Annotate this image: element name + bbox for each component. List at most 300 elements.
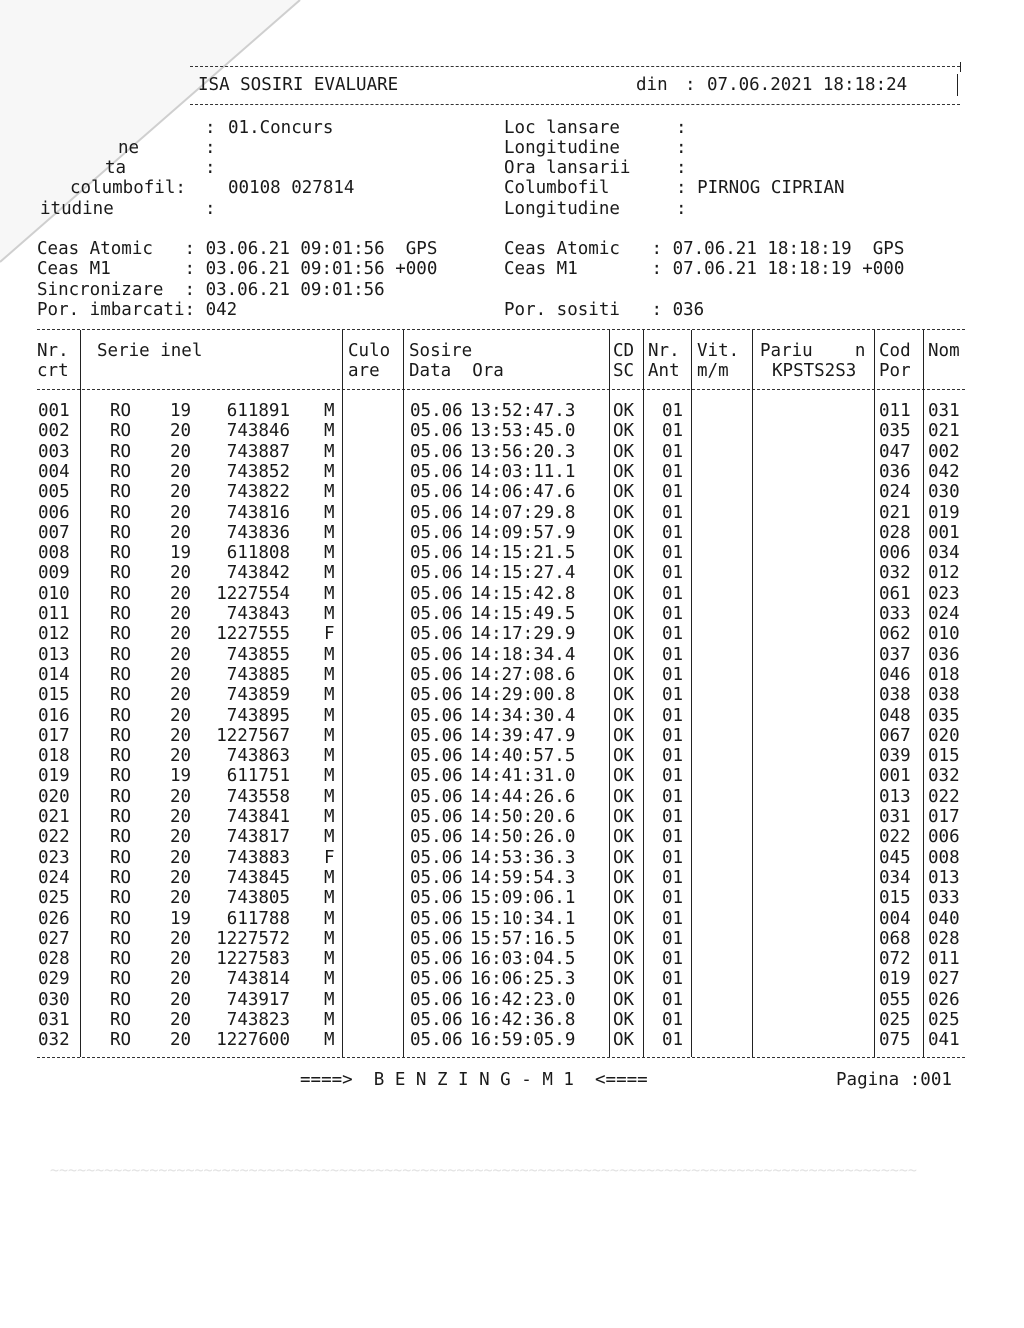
cell-cd: OK — [613, 867, 635, 888]
info-left-2-value: : — [205, 138, 216, 158]
cell-an: 19 — [170, 543, 192, 564]
col-header-cd-1: CD — [613, 341, 635, 361]
report-date-label: din — [636, 75, 668, 95]
col-sep-7 — [752, 330, 753, 1057]
cell-tara: RO — [110, 908, 132, 929]
cell-an: 20 — [170, 847, 192, 868]
cell-inel: 743855 — [226, 644, 290, 665]
cell-sex: M — [324, 604, 335, 624]
col-header-nrant-1: Nr. — [648, 341, 680, 361]
cell-ant: 01 — [662, 888, 684, 909]
cell-cod: 038 — [879, 685, 911, 706]
cell-an: 20 — [170, 685, 192, 706]
cell-ant: 01 — [662, 1030, 684, 1051]
cell-sex: F — [324, 624, 335, 645]
cell-sex: M — [324, 401, 335, 421]
cell-data: 05.06 — [410, 401, 463, 421]
cell-cod: 048 — [879, 705, 911, 726]
info-left-2-label: ne — [118, 138, 140, 158]
cell-tara: RO — [110, 847, 132, 868]
cell-cd: OK — [613, 888, 635, 909]
cell-tara: RO — [110, 807, 132, 827]
cell-ant: 01 — [662, 908, 684, 929]
cell-data: 05.06 — [410, 786, 463, 807]
cell-an: 20 — [170, 583, 192, 604]
cell-an: 20 — [170, 482, 192, 503]
cell-nom: 035 — [928, 705, 960, 726]
cell-cod: 019 — [879, 969, 911, 990]
cell-ant: 01 — [662, 949, 684, 970]
bleed-through-text: ~~~~~~~~~~~~~~~~~~~~~~~~~~~~~~~~~~~~~~~~~~~~~~~~~~~~~~~~~~~~~~~~~~~~~~~~~~~~~~~~~~~~~~~~~~~~~~~~ — [50, 1161, 917, 1179]
cell-nom: 025 — [928, 1010, 960, 1030]
cell-cod: 032 — [879, 563, 911, 584]
cell-cd: OK — [613, 441, 635, 462]
cell-an: 20 — [170, 928, 192, 949]
cell-ant: 01 — [662, 644, 684, 665]
col-sep-8 — [874, 330, 875, 1057]
cell-sex: M — [324, 563, 335, 584]
cell-cd: OK — [613, 746, 635, 767]
cell-ant: 01 — [662, 746, 684, 767]
cell-inel: 743805 — [226, 888, 290, 909]
cell-sex: M — [324, 827, 335, 848]
cell-ant: 01 — [662, 664, 684, 685]
cell-ant: 01 — [662, 1010, 684, 1030]
cell-data: 05.06 — [410, 522, 463, 543]
cell-data: 05.06 — [410, 847, 463, 868]
cell-tara: RO — [110, 1010, 132, 1030]
cell-sex: M — [324, 949, 335, 970]
cell-nom: 023 — [928, 583, 960, 604]
cell-inel: 743817 — [226, 827, 290, 848]
cell-ant: 01 — [662, 401, 684, 421]
cell-an: 20 — [170, 421, 192, 442]
cell-data: 05.06 — [410, 989, 463, 1010]
cell-ora: 14:50:20.6 — [470, 807, 576, 827]
cell-data: 05.06 — [410, 766, 463, 787]
cell-ant: 01 — [662, 705, 684, 726]
info-right-4-value: : PIRNOG CIPRIAN — [676, 178, 845, 198]
col-header-sosire-2: Data Ora — [409, 361, 504, 381]
cell-an: 20 — [170, 664, 192, 685]
cell-nom: 012 — [928, 563, 960, 584]
report-date-colon: : — [685, 75, 696, 95]
cell-nr: 032 — [38, 1030, 70, 1051]
info-right-2-label: Longitudine — [504, 138, 620, 158]
cell-inel: 611891 — [226, 401, 290, 421]
cell-cd: OK — [613, 401, 635, 421]
cell-nom: 006 — [928, 827, 960, 848]
cell-cod: 039 — [879, 746, 911, 767]
cell-tara: RO — [110, 543, 132, 564]
col-header-nr-2: crt — [37, 361, 69, 381]
cell-inel: 611808 — [226, 543, 290, 564]
cell-cd: OK — [613, 969, 635, 990]
cell-ora: 14:07:29.8 — [470, 502, 576, 523]
col-sep-5 — [643, 330, 644, 1057]
cell-cod: 004 — [879, 908, 911, 929]
cell-inel: 743852 — [226, 461, 290, 482]
cell-data: 05.06 — [410, 888, 463, 909]
clock-right-1: Ceas Atomic : 07.06.21 18:18:19 GPS — [504, 239, 905, 259]
cell-data: 05.06 — [410, 1030, 463, 1051]
cell-an: 20 — [170, 867, 192, 888]
cell-ant: 01 — [662, 461, 684, 482]
cell-nr: 020 — [38, 786, 70, 807]
cell-cd: OK — [613, 563, 635, 584]
cell-nom: 019 — [928, 502, 960, 523]
col-header-nom: Nom — [928, 341, 960, 361]
cell-ant: 01 — [662, 969, 684, 990]
cell-tara: RO — [110, 624, 132, 645]
cell-tara: RO — [110, 888, 132, 909]
table-bottom-rule — [37, 1057, 965, 1058]
cell-ant: 01 — [662, 867, 684, 888]
cell-nr: 007 — [38, 522, 70, 543]
cell-nr: 017 — [38, 725, 70, 746]
cell-sex: M — [324, 807, 335, 827]
cell-data: 05.06 — [410, 928, 463, 949]
col-header-nrant-2: Ant — [648, 361, 680, 381]
cell-ora: 14:44:26.6 — [470, 786, 576, 807]
cell-ora: 15:10:34.1 — [470, 908, 576, 929]
cell-cd: OK — [613, 908, 635, 929]
cell-ant: 01 — [662, 421, 684, 442]
cell-cod: 037 — [879, 644, 911, 665]
cell-inel: 1227555 — [216, 624, 290, 645]
cell-nr: 014 — [38, 664, 70, 685]
info-right-1-label: Loc lansare — [504, 118, 620, 138]
cell-ora: 14:03:11.1 — [470, 461, 576, 482]
cell-cod: 013 — [879, 786, 911, 807]
cell-nom: 024 — [928, 604, 960, 624]
cell-nr: 028 — [38, 949, 70, 970]
cell-ora: 14:39:47.9 — [470, 725, 576, 746]
cell-data: 05.06 — [410, 502, 463, 523]
cell-cod: 075 — [879, 1030, 911, 1051]
footer-page: Pagina :001 — [836, 1070, 952, 1090]
cell-tara: RO — [110, 827, 132, 848]
cell-nom: 010 — [928, 624, 960, 645]
cell-an: 20 — [170, 441, 192, 462]
cell-inel: 743845 — [226, 867, 290, 888]
cell-nom: 026 — [928, 989, 960, 1010]
cell-nom: 015 — [928, 746, 960, 767]
cell-sex: M — [324, 928, 335, 949]
cell-an: 19 — [170, 908, 192, 929]
cell-tara: RO — [110, 969, 132, 990]
cell-nr: 026 — [38, 908, 70, 929]
info-left-5-label: itudine — [40, 199, 114, 219]
cell-data: 05.06 — [410, 461, 463, 482]
cell-tara: RO — [110, 867, 132, 888]
cell-ora: 14:15:21.5 — [470, 543, 576, 564]
info-right-5-value: : — [676, 199, 687, 219]
cell-cd: OK — [613, 583, 635, 604]
cell-nom: 028 — [928, 928, 960, 949]
cell-nr: 022 — [38, 827, 70, 848]
col-header-vit-1: Vit. — [697, 341, 740, 361]
cell-cd: OK — [613, 482, 635, 503]
header-right-border — [957, 74, 958, 96]
cell-inel: 743823 — [226, 1010, 290, 1030]
cell-tara: RO — [110, 583, 132, 604]
cell-ant: 01 — [662, 624, 684, 645]
cell-an: 20 — [170, 563, 192, 584]
cell-cd: OK — [613, 725, 635, 746]
clock-left-3: Sincronizare : 03.06.21 09:01:56 — [37, 280, 385, 300]
cell-ora: 16:03:04.5 — [470, 949, 576, 970]
cell-nr: 012 — [38, 624, 70, 645]
cell-nom: 034 — [928, 543, 960, 564]
col-header-cod-2: Por — [879, 361, 911, 381]
cell-inel: 743883 — [226, 847, 290, 868]
cell-nom: 017 — [928, 807, 960, 827]
cell-an: 20 — [170, 522, 192, 543]
cell-tara: RO — [110, 401, 132, 421]
cell-sex: M — [324, 725, 335, 746]
table-header-rule — [37, 389, 965, 390]
info-left-3-label: ta — [105, 158, 127, 178]
cell-ant: 01 — [662, 583, 684, 604]
cell-inel: 1227554 — [216, 583, 290, 604]
cell-nom: 011 — [928, 949, 960, 970]
cell-cd: OK — [613, 421, 635, 442]
cell-nr: 029 — [38, 969, 70, 990]
cell-cod: 045 — [879, 847, 911, 868]
cell-an: 20 — [170, 644, 192, 665]
cell-inel: 743885 — [226, 664, 290, 685]
cell-cod: 035 — [879, 421, 911, 442]
cell-data: 05.06 — [410, 969, 463, 990]
clock-left-4: Por. imbarcati: 042 — [37, 300, 238, 320]
cell-an: 20 — [170, 989, 192, 1010]
cell-cod: 033 — [879, 604, 911, 624]
cell-ant: 01 — [662, 522, 684, 543]
cell-nr: 030 — [38, 989, 70, 1010]
cell-sex: M — [324, 867, 335, 888]
cell-nr: 019 — [38, 766, 70, 787]
cell-cd: OK — [613, 461, 635, 482]
cell-sex: M — [324, 421, 335, 442]
cell-cd: OK — [613, 624, 635, 645]
cell-data: 05.06 — [410, 867, 463, 888]
cell-sex: M — [324, 543, 335, 564]
cell-an: 20 — [170, 746, 192, 767]
cell-cod: 031 — [879, 807, 911, 827]
cell-data: 05.06 — [410, 705, 463, 726]
cell-nr: 005 — [38, 482, 70, 503]
cell-ant: 01 — [662, 847, 684, 868]
clock-left-2: Ceas M1 : 03.06.21 09:01:56 +000 — [37, 259, 438, 279]
cell-cd: OK — [613, 604, 635, 624]
cell-ora: 14:41:31.0 — [470, 766, 576, 787]
cell-nr: 027 — [38, 928, 70, 949]
cell-nr: 002 — [38, 421, 70, 442]
cell-nom: 042 — [928, 461, 960, 482]
cell-data: 05.06 — [410, 563, 463, 584]
cell-cod: 055 — [879, 989, 911, 1010]
cell-nom: 001 — [928, 522, 960, 543]
cell-tara: RO — [110, 664, 132, 685]
cell-nr: 021 — [38, 807, 70, 827]
cell-inel: 1227600 — [216, 1030, 290, 1051]
cell-nom: 013 — [928, 867, 960, 888]
cell-tara: RO — [110, 461, 132, 482]
cell-cd: OK — [613, 1010, 635, 1030]
col-header-serie: Serie inel — [97, 341, 203, 361]
cell-data: 05.06 — [410, 685, 463, 706]
cell-an: 19 — [170, 401, 192, 421]
cell-ora: 14:59:54.3 — [470, 867, 576, 888]
cell-nom: 002 — [928, 441, 960, 462]
cell-cd: OK — [613, 766, 635, 787]
cell-nom: 041 — [928, 1030, 960, 1051]
report-title: ISA SOSIRI EVALUARE — [198, 75, 399, 95]
cell-sex: M — [324, 766, 335, 787]
clock-right-2: Ceas M1 : 07.06.21 18:18:19 +000 — [504, 259, 905, 279]
cell-sex: M — [324, 502, 335, 523]
cell-cd: OK — [613, 847, 635, 868]
cell-tara: RO — [110, 644, 132, 665]
cell-data: 05.06 — [410, 604, 463, 624]
info-right-3-label: Ora lansarii — [504, 158, 631, 178]
cell-cod: 025 — [879, 1010, 911, 1030]
cell-sex: M — [324, 888, 335, 909]
info-right-2-value: : — [676, 138, 687, 158]
cell-ora: 14:18:34.4 — [470, 644, 576, 665]
cell-ora: 14:09:57.9 — [470, 522, 576, 543]
info-left-4-label: columbofil: — [70, 178, 186, 198]
cell-cod: 068 — [879, 928, 911, 949]
cell-cd: OK — [613, 928, 635, 949]
cell-inel: 743842 — [226, 563, 290, 584]
cell-ora: 15:57:16.5 — [470, 928, 576, 949]
cell-tara: RO — [110, 441, 132, 462]
cell-nr: 013 — [38, 644, 70, 665]
cell-an: 20 — [170, 705, 192, 726]
cell-inel: 743814 — [226, 969, 290, 990]
cell-data: 05.06 — [410, 807, 463, 827]
cell-cod: 067 — [879, 725, 911, 746]
cell-ant: 01 — [662, 482, 684, 503]
cell-nr: 003 — [38, 441, 70, 462]
cell-sex: F — [324, 847, 335, 868]
col-header-culoare-2: are — [348, 361, 380, 381]
info-right-1-value: : — [676, 118, 687, 138]
cell-nr: 018 — [38, 746, 70, 767]
cell-ora: 16:42:23.0 — [470, 989, 576, 1010]
col-header-culoare-1: Culo — [348, 341, 391, 361]
cell-nom: 022 — [928, 786, 960, 807]
cell-cd: OK — [613, 705, 635, 726]
cell-inel: 611788 — [226, 908, 290, 929]
cell-cod: 061 — [879, 583, 911, 604]
cell-tara: RO — [110, 746, 132, 767]
cell-data: 05.06 — [410, 746, 463, 767]
cell-ant: 01 — [662, 827, 684, 848]
cell-cod: 024 — [879, 482, 911, 503]
cell-ant: 01 — [662, 502, 684, 523]
cell-cd: OK — [613, 1030, 635, 1051]
report-date: 07.06.2021 18:18:24 — [707, 75, 908, 95]
cell-cd: OK — [613, 644, 635, 665]
cell-ora: 14:50:26.0 — [470, 827, 576, 848]
cell-cd: OK — [613, 543, 635, 564]
cell-nom: 031 — [928, 401, 960, 421]
cell-data: 05.06 — [410, 482, 463, 503]
cell-data: 05.06 — [410, 949, 463, 970]
cell-ora: 14:17:29.9 — [470, 624, 576, 645]
cell-inel: 743816 — [226, 502, 290, 523]
cell-nom: 040 — [928, 908, 960, 929]
cell-data: 05.06 — [410, 827, 463, 848]
clock-left-1: Ceas Atomic : 03.06.21 09:01:56 GPS — [37, 239, 438, 259]
cell-tara: RO — [110, 989, 132, 1010]
cell-inel: 743846 — [226, 421, 290, 442]
cell-inel: 743822 — [226, 482, 290, 503]
cell-tara: RO — [110, 725, 132, 746]
cell-tara: RO — [110, 563, 132, 584]
cell-ora: 14:06:47.6 — [470, 482, 576, 503]
cell-tara: RO — [110, 786, 132, 807]
cell-tara: RO — [110, 949, 132, 970]
cell-ora: 16:06:25.3 — [470, 969, 576, 990]
col-sep-6 — [691, 330, 692, 1057]
cell-sex: M — [324, 908, 335, 929]
cell-ant: 01 — [662, 928, 684, 949]
cell-an: 20 — [170, 1010, 192, 1030]
col-header-vit-2: m/m — [697, 361, 729, 381]
cell-cod: 047 — [879, 441, 911, 462]
info-left-1-label: : — [205, 118, 216, 138]
cell-ora: 13:52:47.3 — [470, 401, 576, 421]
cell-nom: 032 — [928, 766, 960, 787]
col-header-cod-1: Cod — [879, 341, 911, 361]
cell-an: 20 — [170, 461, 192, 482]
cell-cd: OK — [613, 949, 635, 970]
cell-an: 20 — [170, 888, 192, 909]
cell-nr: 008 — [38, 543, 70, 564]
cell-data: 05.06 — [410, 1010, 463, 1030]
cell-inel: 743863 — [226, 746, 290, 767]
cell-sex: M — [324, 461, 335, 482]
cell-inel: 743895 — [226, 705, 290, 726]
cell-nom: 021 — [928, 421, 960, 442]
col-header-cd-2: SC — [613, 361, 635, 381]
cell-ora: 14:34:30.4 — [470, 705, 576, 726]
cell-nr: 004 — [38, 461, 70, 482]
cell-inel: 1227583 — [216, 949, 290, 970]
cell-cd: OK — [613, 522, 635, 543]
cell-cod: 001 — [879, 766, 911, 787]
cell-nr: 015 — [38, 685, 70, 706]
cell-data: 05.06 — [410, 583, 463, 604]
cell-inel: 611751 — [226, 766, 290, 787]
cell-sex: M — [324, 441, 335, 462]
info-left-4-value: 00108 027814 — [228, 178, 355, 198]
cell-ora: 14:15:42.8 — [470, 583, 576, 604]
cell-sex: M — [324, 969, 335, 990]
info-right-4-label: Columbofil — [504, 178, 610, 198]
cell-nom: 018 — [928, 664, 960, 685]
cell-inel: 743917 — [226, 989, 290, 1010]
cell-nr: 025 — [38, 888, 70, 909]
cell-ora: 16:42:36.8 — [470, 1010, 576, 1030]
cell-tara: RO — [110, 482, 132, 503]
cell-inel: 743836 — [226, 522, 290, 543]
cell-ora: 13:53:45.0 — [470, 421, 576, 442]
